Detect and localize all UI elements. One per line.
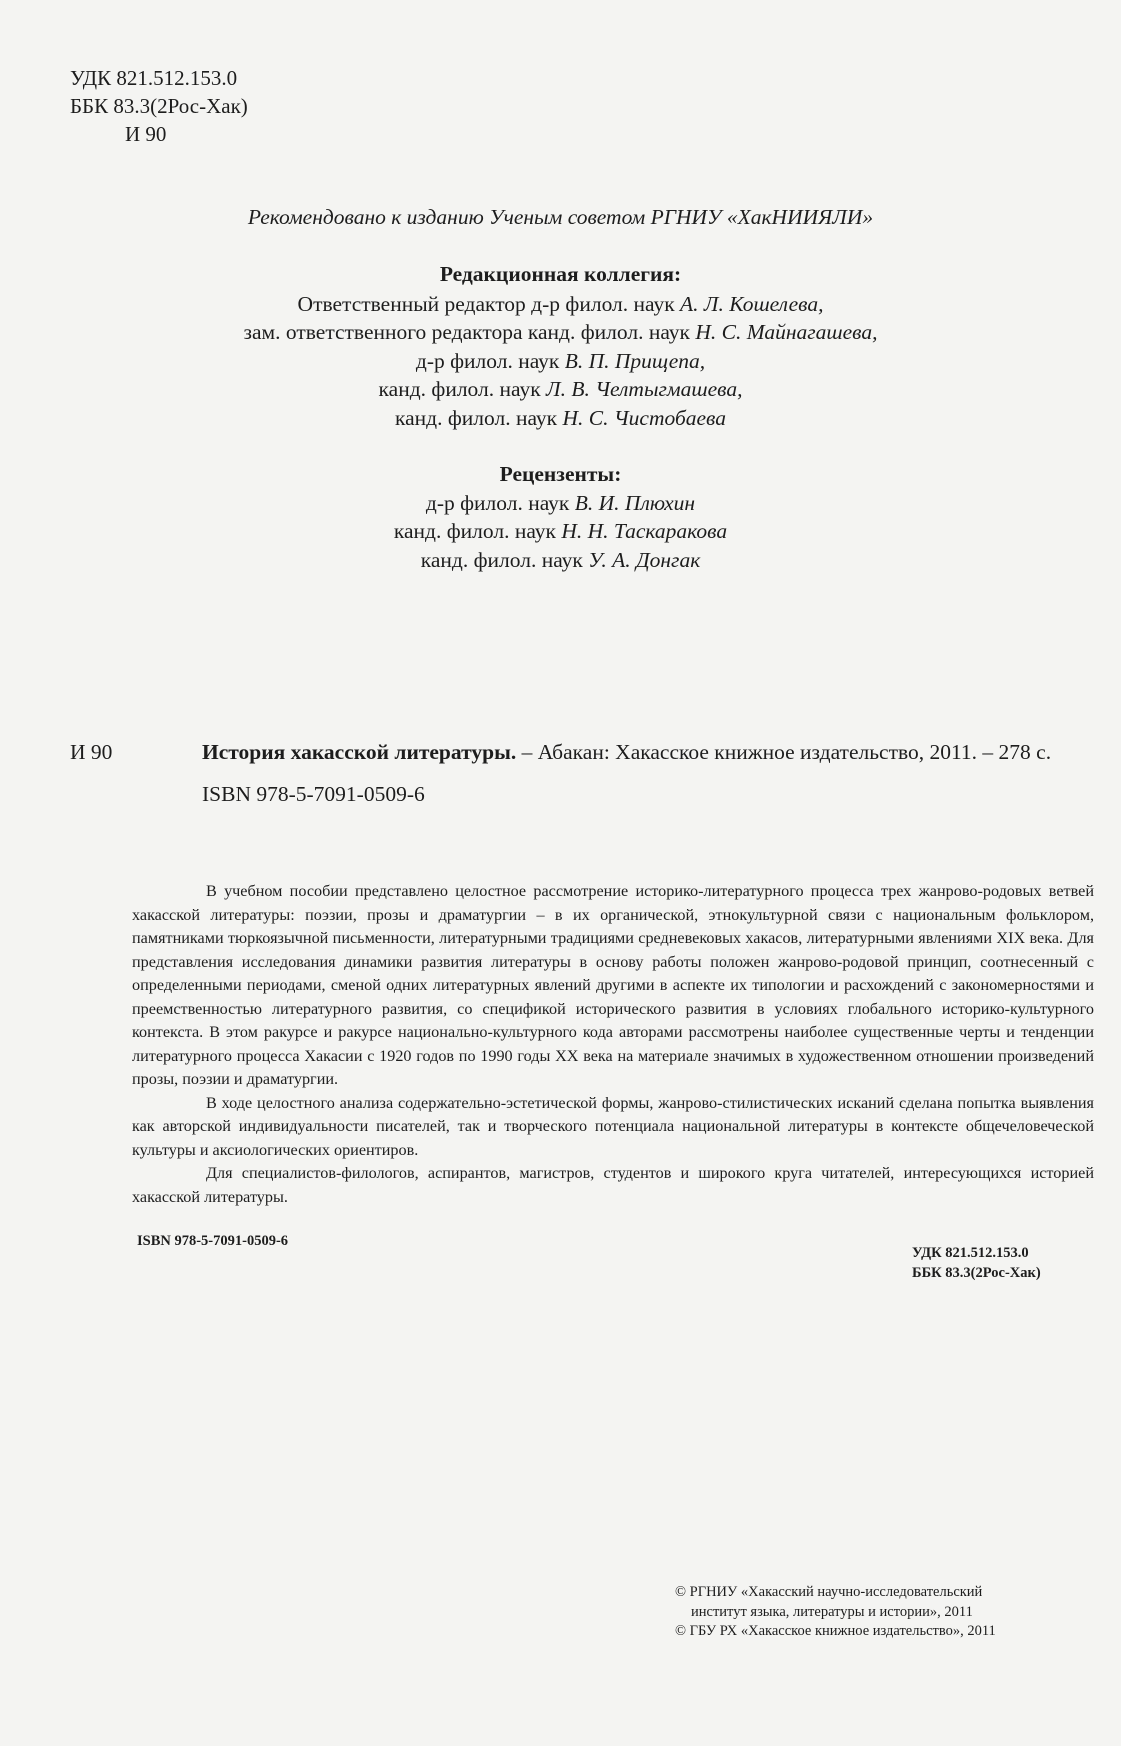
reviewer [0, 517, 1121, 546]
board-member [0, 375, 1121, 404]
entry-code: И 90 [70, 740, 113, 764]
member-role: зам. ответственного редактора канд. филол. наук [243, 320, 690, 344]
footer-isbn: ISBN 978-5-7091-0509-6 [137, 1233, 289, 1249]
reviewer [0, 489, 1121, 518]
reviewer-name: У. А. Донгак [588, 547, 701, 572]
member-role: д-р филол. наук [415, 348, 560, 373]
copyright-line: © ГБУ РХ «Хакасское книжное издательство», 2011 [675, 1623, 996, 1639]
footer-codes [912, 1243, 1041, 1283]
reviewer-name: Н. Н. Таскаракова [561, 519, 728, 543]
reviewer-role: д-р филол. наук [425, 490, 570, 515]
member-name: Н. С. Майнагашева, [695, 320, 878, 344]
bbk-code: ББК 83.3(2Рос-Хак) [70, 94, 248, 118]
member-name: В. П. Прищепа, [564, 348, 706, 373]
board-member [0, 318, 1121, 347]
reviewer-role: канд. филол. наук [420, 547, 583, 572]
editorial-board [0, 260, 1121, 432]
member-name: А. Л. Кошелева, [680, 291, 824, 316]
recommendation-line: Рекомендовано к изданию Ученым советом РГНИУ «ХакНИИЯЛИ» [247, 205, 874, 229]
reviewer [0, 546, 1121, 575]
classification-codes [70, 64, 248, 148]
entry-citation [202, 740, 1051, 765]
footer-bbk: ББК 83.3(2Рос-Хак) [912, 1265, 1041, 1281]
book-title: История хакасской литературы. [202, 740, 517, 764]
copyright-line: институт языка, литературы и истории», 2011 [691, 1603, 973, 1620]
board-member [0, 347, 1121, 376]
abstract-paragraph: В учебном пособии представлено целостное рассмотрение историко-литературного процесса трех жанрово-родовых ветвей хакасской литературы: поэзии, прозы и драматургии – в их органической, этнокультурной связи с национальным фольклором, памятниками тюркоязычной письменности, литературными традициями средневековых хакасов, литературными явлениями XIX века. Для представления исследования динамики развития литературы в основу работы положен жанрово-родовой принцип, соотнесенный с определенными периодами, сменой одних литературных явлений другими в аспекте их типологии и расхождений с закономерностями и преемственностью литературного развития, со спецификой исторического развития в условиях глобального историко-культурного контекста. В этом ракурсе и ракурсе национально-культурного кода авторами рассмотрены наиболее существенные черты и тенденции литературного процесса Хакасии с 1920 годов по 1990 годы XX века на материале значимых в художественном отношении произведений прозы, поэзии и драматургии. [132, 882, 1094, 1088]
member-name: Л. В. Челтыгмашева, [546, 377, 743, 401]
reviewer-role: канд. филол. наук [393, 519, 556, 543]
abstract [132, 880, 1094, 1209]
copyright-line: © РГНИУ «Хакасский научно-исследовательский [675, 1584, 983, 1600]
copyright-notice [675, 1583, 996, 1642]
entry-isbn: ISBN 978-5-7091-0509-6 [202, 782, 425, 806]
member-role: канд. филол. наук [378, 377, 541, 401]
footer-udk: УДК 821.512.153.0 [912, 1245, 1029, 1261]
book-imprint: – Абакан: Хакасское книжное издательство, 2011. – 278 с. [516, 740, 1052, 764]
reviewer-name: В. И. Плюхин [574, 490, 696, 515]
board-member [0, 290, 1121, 319]
reviewers-heading: Рецензенты: [499, 462, 622, 486]
member-role: канд. филол. наук [394, 405, 558, 430]
author-sign: И 90 [125, 122, 167, 146]
reviewers [0, 460, 1121, 574]
member-role: Ответственный редактор д-р филол. наук [297, 291, 675, 316]
member-name: Н. С. Чистобаева [562, 405, 726, 430]
udk-code: УДК 821.512.153.0 [70, 66, 238, 90]
abstract-paragraph: Для специалистов-филологов, аспирантов, магистров, студентов и широкого круга читателей, интересующихся историей хакасской литературы. [132, 1164, 1094, 1206]
editorial-board-heading: Редакционная коллегия: [439, 262, 682, 286]
abstract-paragraph: В ходе целостного анализа содержательно-эстетической формы, жанрово-стилистических исканий сделана попытка выявления как авторской индивидуальности писателей, так и творческого потенциала национальной литературы в контексте общечеловеческой культуры и аксиологических ориентиров. [132, 1093, 1094, 1159]
board-member [0, 404, 1121, 433]
